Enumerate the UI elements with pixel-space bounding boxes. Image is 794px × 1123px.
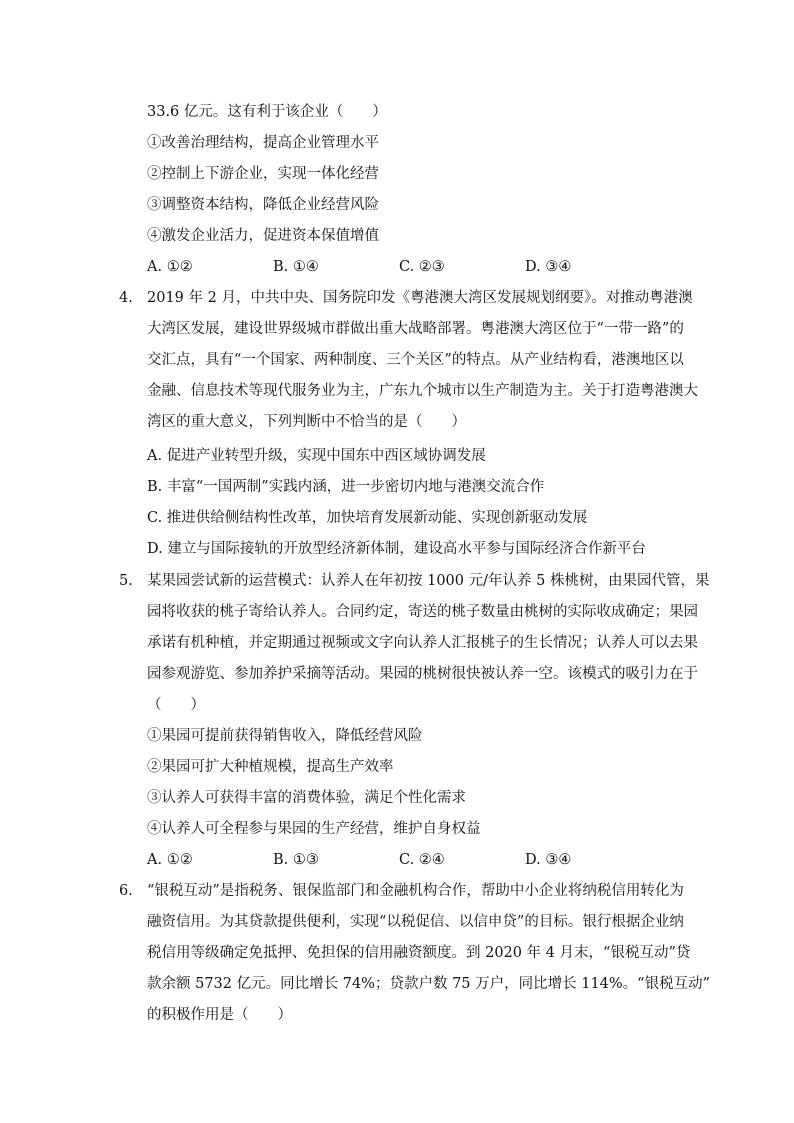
q6-stem-line: “银税互动”是指税务、银保监部门和金融机构合作，帮助中小企业将纳税信用转化为 xyxy=(147,883,684,899)
q4-stem-line: 湾区的重大意义，下列判断中不恰当的是（ ） xyxy=(147,414,466,430)
q5-option-d[interactable]: D. ③④ xyxy=(525,852,572,868)
q6-stem-line: 融资信用。为其贷款提供便利，实现“以税促信、以信申贷”的目标。银行根据企业纳 xyxy=(147,914,684,930)
q3-option-d[interactable]: D. ③④ xyxy=(525,259,572,275)
q5-item-4: ④认养人可全程参与果园的生产经营，维护自身权益 xyxy=(147,821,481,837)
q5-option-c[interactable]: C. ②④ xyxy=(399,852,445,868)
q3-item-1: ①改善治理结构，提高企业管理水平 xyxy=(147,135,379,151)
q6-number: 6. xyxy=(119,883,133,899)
q3-option-a[interactable]: A. ①② xyxy=(147,259,193,275)
q3-item-3: ③调整资本结构，降低企业经营风险 xyxy=(147,197,379,213)
q3-item-2: ②控制上下游企业，实现一体化经营 xyxy=(147,166,379,182)
q5-stem-line: 某果园尝试新的运营模式：认养人在年初按 1000 元/年认养 5 株桃树，由果园代管，果 xyxy=(147,573,710,589)
q6-stem-line: 款余额 5732 亿元。同比增长 74%；贷款户数 75 万户，同比增长 114%。“银税互动” xyxy=(147,976,711,992)
q3-item-4: ④激发企业活力，促进资本保值增值 xyxy=(147,228,379,244)
q4-stem-line: 交汇点，具有“一个国家、两种制度、三个关区”的特点。从产业结构看，港澳地区以 xyxy=(147,352,684,368)
q3-option-c[interactable]: C. ②③ xyxy=(399,259,445,275)
q5-option-a[interactable]: A. ①② xyxy=(147,852,193,868)
q5-stem-line: （ ） xyxy=(147,697,205,713)
q5-stem-line: 园参观游览、参加养护采摘等活动。果园的桃树很快被认养一空。该模式的吸引力在于 xyxy=(147,666,698,682)
q4-option-d[interactable]: D. 建立与国际接轨的开放型经济新体制，建设高水平参与国际经济合作新平台 xyxy=(147,541,646,557)
q4-stem-line: 2019 年 2 月，中共中央、国务院印发《粤港澳大湾区发展规划纲要》。对推动粤港澳 xyxy=(147,290,693,306)
q5-stem-line: 承诺有机种植，并定期通过视频或文字向认养人汇报桃子的生长情况；认养人可以去果 xyxy=(147,635,698,651)
q4-option-a[interactable]: A. 促进产业转型升级，实现中国东中西区域协调发展 xyxy=(147,448,486,464)
q5-item-3: ③认养人可获得丰富的消费体验，满足个性化需求 xyxy=(147,790,466,806)
q4-option-b[interactable]: B. 丰富“一国两制”实践内涵，进一步密切内地与港澳交流合作 xyxy=(147,479,545,495)
q3-stem-line: 33.6 亿元。这有利于该企业（ ） xyxy=(147,104,387,120)
q5-item-1: ①果园可提前获得销售收入，降低经营风险 xyxy=(147,728,423,744)
q5-number: 5. xyxy=(119,573,133,589)
q4-stem-line: 金融、信息技术等现代服务业为主，广东九个城市以生产制造为主。关于打造粤港澳大 xyxy=(147,383,698,399)
q5-item-2: ②果园可扩大种植规模，提高生产效率 xyxy=(147,759,394,775)
q5-option-b[interactable]: B. ①③ xyxy=(273,852,319,868)
q5-stem-line: 园将收获的桃子寄给认养人。合同约定，寄送的桃子数量由桃树的实际收成确定；果园 xyxy=(147,604,698,620)
q3-option-b[interactable]: B. ①④ xyxy=(273,259,319,275)
q4-stem-line: 大湾区发展，建设世界级城市群做出重大战略部署。粤港澳大湾区位于“一带一路”的 xyxy=(147,321,684,337)
q4-number: 4. xyxy=(119,290,133,306)
q4-option-c[interactable]: C. 推进供给侧结构性改革，加快培育发展新动能、实现创新驱动发展 xyxy=(147,510,588,526)
q6-stem-line: 税信用等级确定免抵押、免担保的信用融资额度。到 2020 年 4 月末，“银税互动”贷 xyxy=(147,945,691,961)
q6-stem-line: 的积极作用是（ ） xyxy=(147,1007,292,1023)
